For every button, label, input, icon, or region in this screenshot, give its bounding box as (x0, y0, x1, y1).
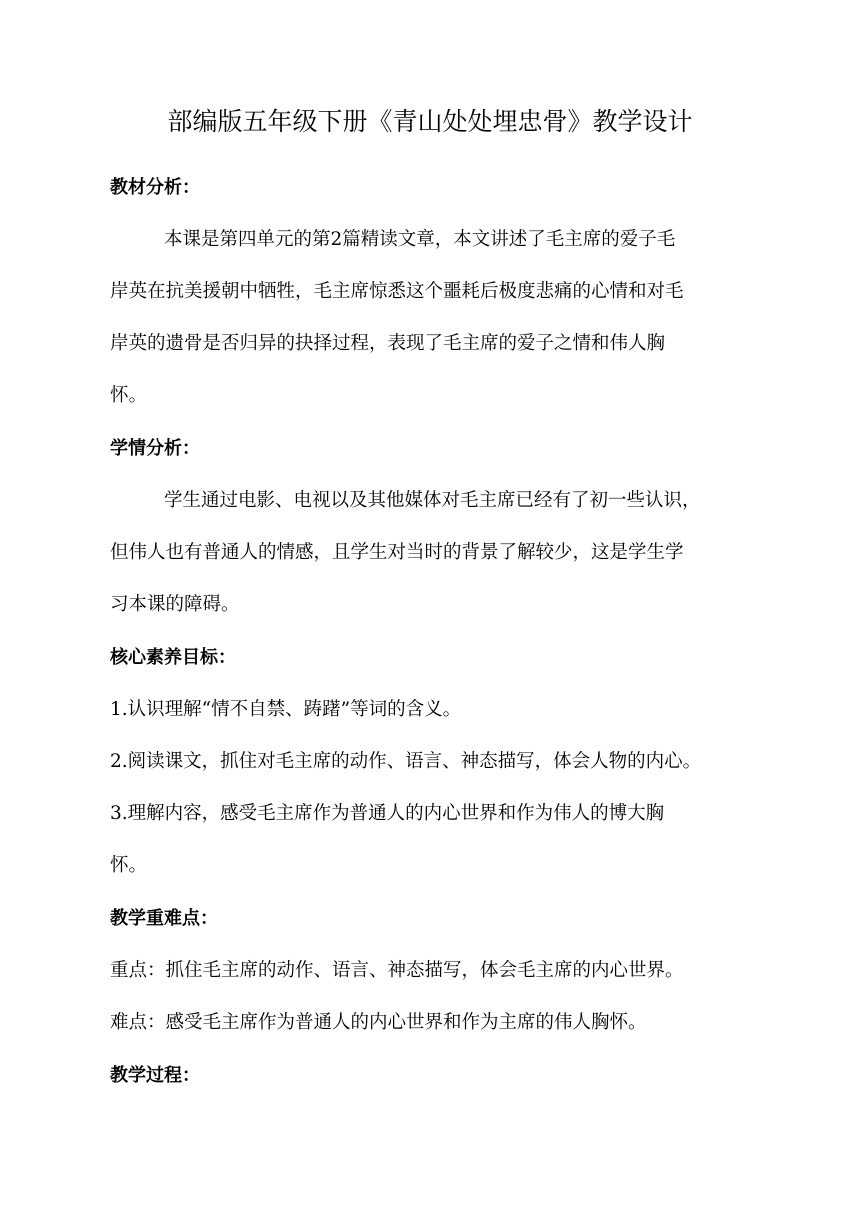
section-heading-core-goals: 核心素养目标： (110, 647, 236, 668)
goal-item-continuation: 怀。 (110, 855, 148, 876)
paragraph-line: 本课是第四单元的第2篇精读文章，本文讲述了毛主席的爱子毛 (164, 229, 676, 250)
paragraph-line: 岸英的遗骨是否归异的抉择过程，表现了毛主席的爱子之情和伟人胸 (110, 333, 666, 354)
paragraph-line: 怀。 (110, 385, 148, 406)
section-heading-process: 教学过程： (110, 1065, 200, 1086)
paragraph-line: 岸英在抗美援朝中牺牲，毛主席惊悉这个噩耗后极度悲痛的心情和对毛 (110, 281, 684, 302)
section-heading-textbook-analysis: 教材分析： (110, 177, 200, 198)
document-title: 部编版五年级下册《青山处处埋忠骨》教学设计 (167, 107, 693, 136)
paragraph-line: 但伟人也有普通人的情感，且学生对当时的背景了解较少，这是学生学 (110, 542, 684, 563)
paragraph-line: 习本课的障碍。 (110, 594, 240, 615)
section-heading-key-points: 教学重难点： (110, 908, 218, 929)
goal-item: 2.阅读课文，抓住对毛主席的动作、语言、神态描写，体会人物的内心。 (110, 751, 702, 772)
paragraph-line: 学生通过电影、电视以及其他媒体对毛主席已经有了初一些认识， (164, 490, 701, 511)
section-heading-student-analysis: 学情分析： (110, 438, 200, 459)
goal-item: 3.理解内容，感受毛主席作为普通人的内心世界和作为伟人的博大胸 (110, 803, 665, 824)
key-point-item: 重点：抓住毛主席的动作、语言、神态描写，体会毛主席的内心世界。 (110, 960, 684, 981)
key-point-item: 难点：感受毛主席作为普通人的内心世界和作为主席的伟人胸怀。 (110, 1012, 647, 1033)
goal-item: 1.认识理解“情不自禁、踌躇”等词的含义。 (110, 699, 462, 720)
